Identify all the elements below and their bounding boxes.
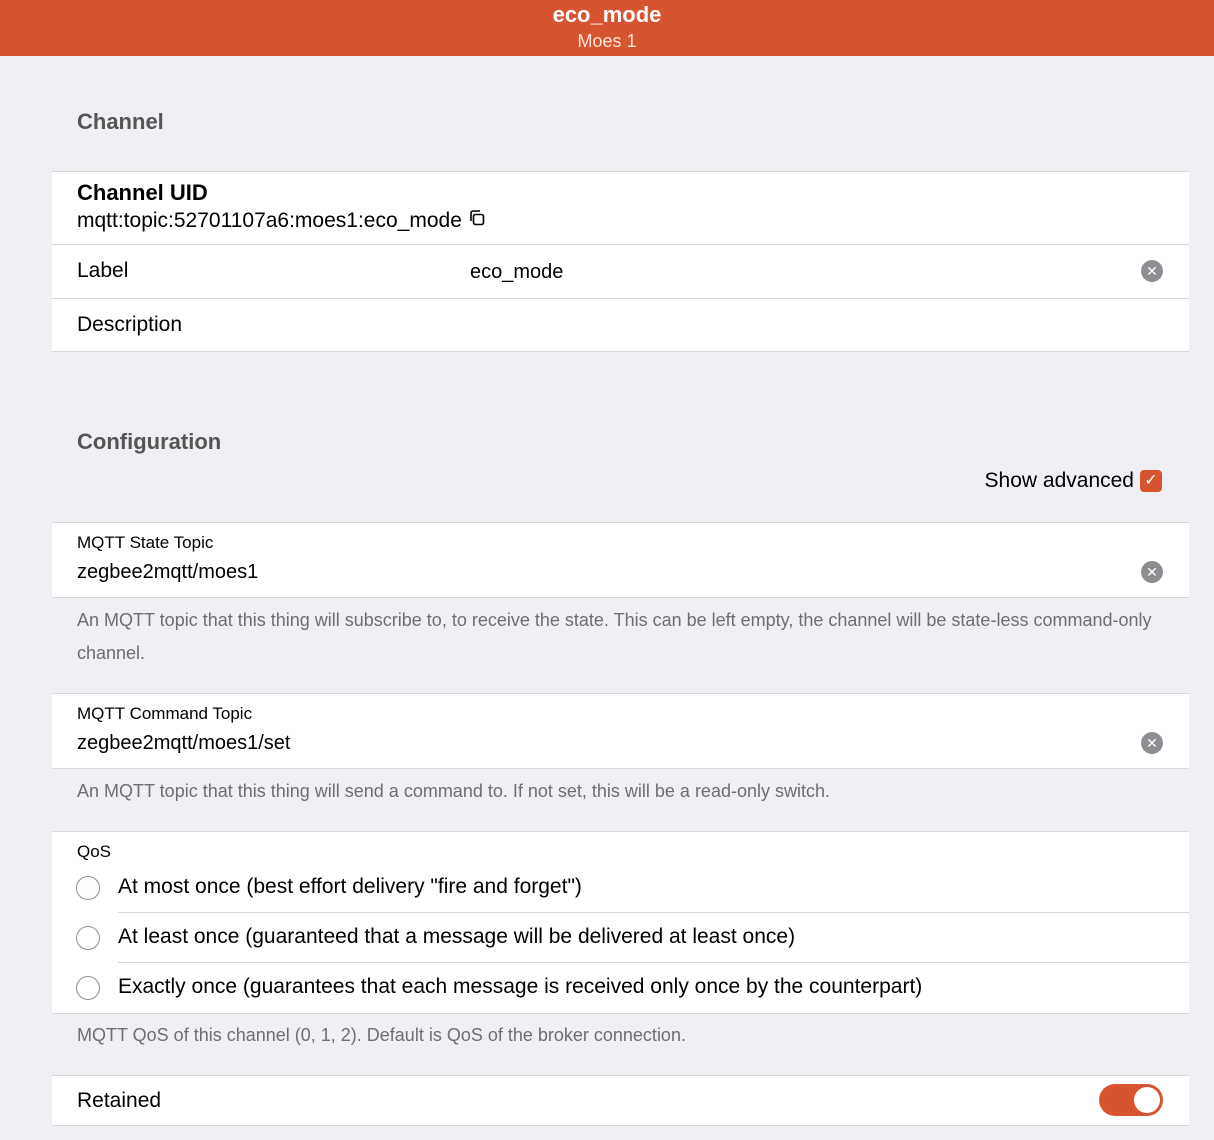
clear-label-icon[interactable]: ✕ [1141,260,1163,282]
copy-icon[interactable] [468,209,486,233]
state-topic-panel [52,522,1189,598]
qos-description: MQTT QoS of this channel (0, 1, 2). Default is QoS of the broker connection. [77,1025,686,1045]
channel-uid-label: Channel UID [77,180,208,205]
page-subtitle: Moes 1 [577,31,637,51]
qos-option-2[interactable] [52,963,1189,1013]
channel-section-title: Channel [77,109,164,134]
command-topic-panel [52,693,1189,769]
qos-label: QoS [77,842,112,861]
state-topic-description: An MQTT topic that this thing will subscribe to, to receive the state. This can be left empty, the channel will be state-less command-only channel. [77,610,1152,663]
show-advanced-checkbox[interactable]: ✓ [1140,470,1162,492]
command-topic-label: MQTT Command Topic [77,704,253,723]
page-title: eco_mode [552,2,662,27]
toggle-knob [1134,1087,1160,1113]
qos-panel [52,831,1189,1014]
label-input[interactable]: eco_mode [470,261,564,283]
show-advanced-label: Show advanced [984,469,1134,492]
qos-option-label: Exactly once (guarantees that each message is received only once by the counterpart) [118,975,923,998]
qos-option-label: At most once (best effort delivery "fire and forget") [118,875,582,898]
channel-uid-text: mqtt:topic:52701107a6:moes1:eco_mode [77,209,462,232]
qos-option-0[interactable] [52,863,1189,913]
label-field-row[interactable] [52,245,1189,298]
radio-circle-icon[interactable] [76,926,100,950]
navbar [0,0,1214,56]
channel-uid-value [77,209,486,233]
clear-state-topic-icon[interactable]: ✕ [1141,561,1163,583]
channel-uid-row [52,172,1189,244]
retained-toggle[interactable] [1099,1084,1163,1116]
description-field-row[interactable] [52,299,1189,351]
retained-label: Retained [77,1089,162,1112]
command-topic-input[interactable]: zegbee2mqtt/moes1/set [77,732,291,754]
state-topic-label: MQTT State Topic [77,533,214,552]
qos-option-1[interactable] [52,913,1189,963]
command-topic-description: An MQTT topic that this thing will send a command to. If not set, this will be a read-only switch. [77,781,830,801]
radio-circle-icon[interactable] [76,976,100,1000]
radio-circle-icon[interactable] [76,876,100,900]
retained-panel [52,1075,1189,1126]
state-topic-input[interactable]: zegbee2mqtt/moes1 [77,561,259,583]
channel-panel [52,171,1189,352]
clear-command-topic-icon[interactable]: ✕ [1141,732,1163,754]
label-field-label: Label [77,259,129,282]
configuration-section-title: Configuration [77,429,222,454]
show-advanced-toggle[interactable] [985,469,1162,493]
description-field-label: Description [77,313,183,336]
qos-option-label: At least once (guaranteed that a message will be delivered at least once) [118,925,796,948]
